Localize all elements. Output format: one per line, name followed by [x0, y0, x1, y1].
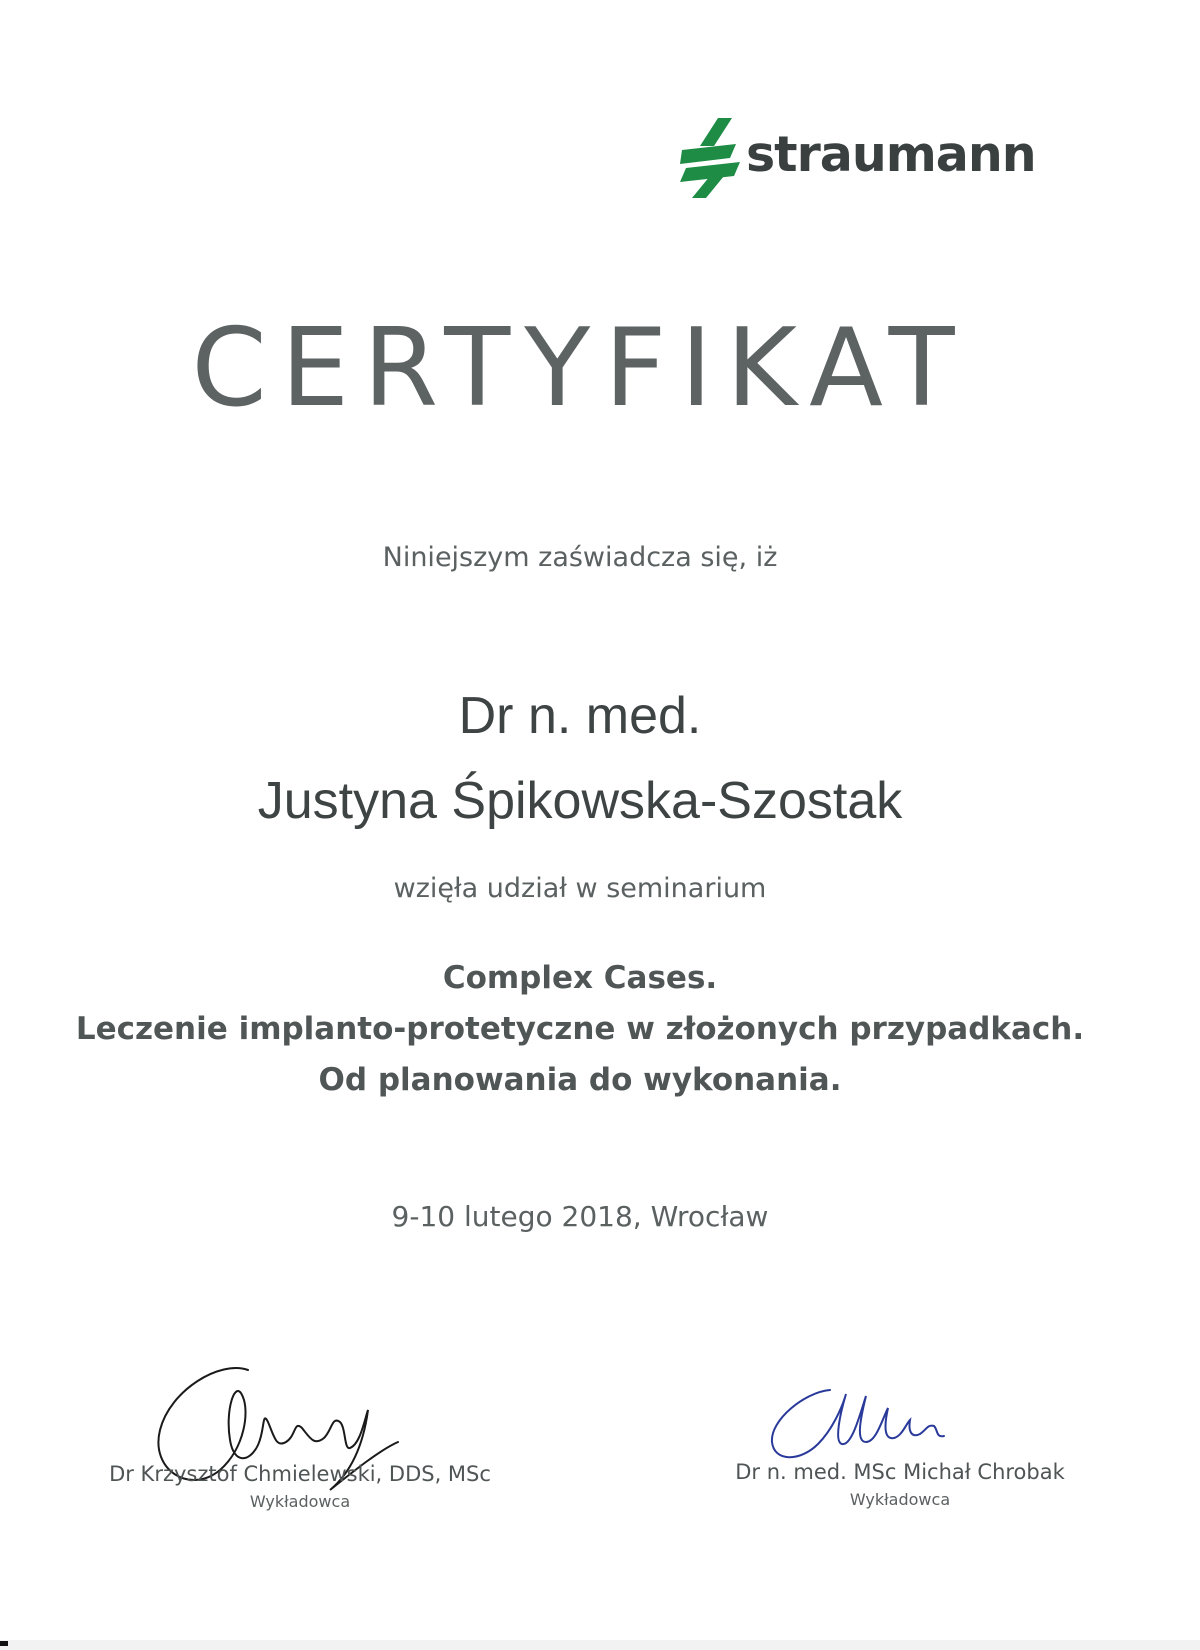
signatory-left-name: Dr Krzysztof Chmielewski, DDS, MSc: [109, 1462, 491, 1486]
straumann-s-icon: [680, 118, 744, 202]
signatory-left: [100, 1462, 500, 1511]
logo-wordmark: straumann: [746, 126, 1036, 183]
signature-right-image: [760, 1380, 960, 1470]
date-and-place: 9-10 lutego 2018, Wrocław: [391, 1200, 769, 1233]
signatory-right-role: Wykładowca: [849, 1490, 951, 1509]
seminar-title-line-3: Od planowania do wykonania.: [318, 1062, 842, 1098]
seminar-title-line-1: Complex Cases.: [442, 960, 718, 996]
signatory-left-role: Wykładowca: [249, 1492, 351, 1511]
recipient-title: Dr n. med.: [458, 687, 702, 745]
recipient-name: Justyna Śpikowska-Szostak: [257, 772, 903, 830]
scan-edge: [0, 1640, 1200, 1650]
intro-text: Niniejszym zaświadcza się, iż: [382, 542, 778, 573]
straumann-logo: [680, 118, 1060, 208]
signatory-right-name: Dr n. med. MSc Michał Chrobak: [735, 1460, 1065, 1484]
certificate-title: CERTYFIKAT: [191, 306, 969, 431]
seminar-title-line-2: Leczenie implanto-protetyczne w złożonych przypadkach.: [75, 1011, 1085, 1047]
participation-text: wzięła udział w seminarium: [393, 873, 767, 904]
scan-mark: [0, 1641, 8, 1646]
signatory-right: [700, 1460, 1100, 1509]
